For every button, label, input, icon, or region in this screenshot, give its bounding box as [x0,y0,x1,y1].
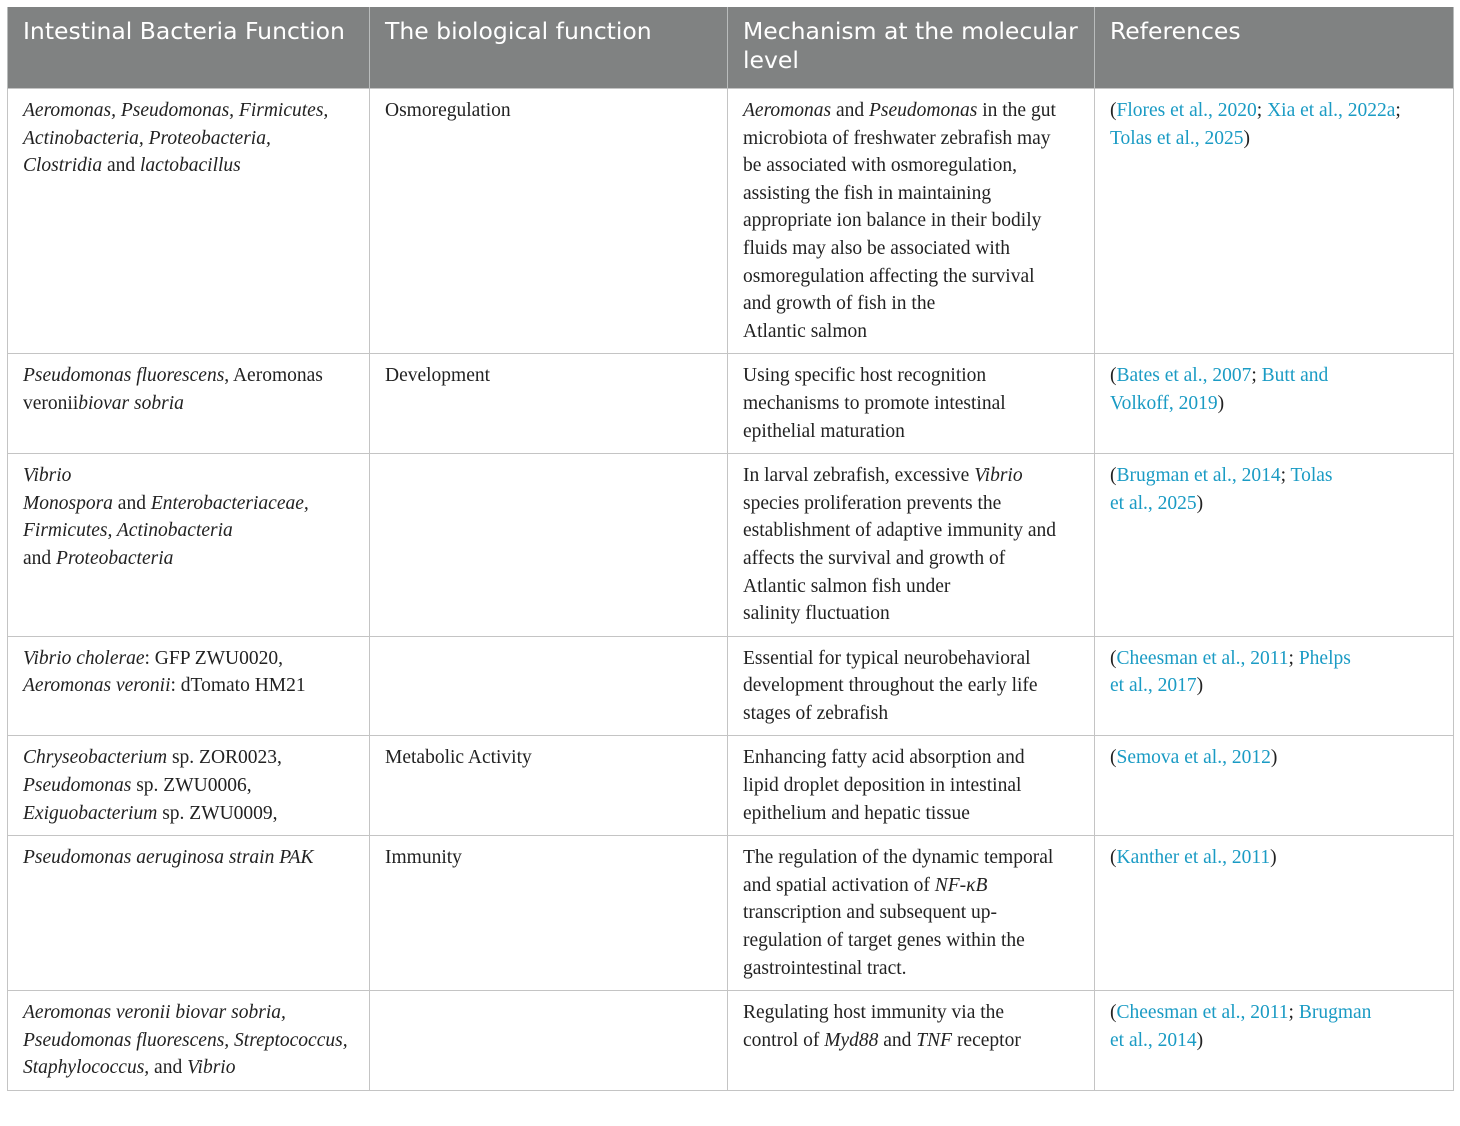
reference-link[interactable]: Cheesman et al., 2011 [1116,1002,1289,1024]
cell-line [1110,462,1443,490]
cell-line [23,490,359,518]
italic-text: Vibrio cholerae [23,647,145,669]
italic-text: Clostridia [23,155,103,177]
cell-line [23,800,359,828]
italic-text: lactobacillus [140,155,241,177]
cell-line [23,362,359,390]
table-row [8,991,1454,1091]
reference-link[interactable]: Xia et al., 2022a [1267,100,1396,121]
text-segment: and spatial activation of [743,874,935,896]
cell-line [23,545,359,573]
references-cell [1095,991,1454,1091]
text-segment: epithelium and hepatic tissue [743,802,970,824]
cell-line [743,927,1084,955]
table-row [8,354,1454,454]
cell-line [23,844,359,872]
cell-line [743,152,1084,180]
text-segment: regulation of target genes within the [743,930,1025,952]
table-row [8,454,1454,637]
mechanism-cell [728,736,1095,836]
italic-text: Monospora [23,492,113,514]
text-segment: lipid droplet deposition in intestinal [743,775,1022,797]
text-segment: development throughout the early life [743,675,1038,697]
text-segment: : dTomato HM21 [170,675,306,697]
cell-line [743,418,1084,446]
cell-line [743,872,1084,900]
text-segment: Atlantic salmon [743,320,868,342]
reference-link[interactable]: Tolas [1290,465,1333,487]
text-segment: ; [1288,1002,1299,1024]
references-cell [1095,89,1454,354]
reference-link[interactable]: Kanther et al., 2011 [1116,847,1271,869]
text-segment: epithelial maturation [743,420,905,442]
table-row [8,836,1454,991]
text-segment: ( [1110,365,1117,387]
cell-line [743,207,1084,235]
reference-link[interactable]: Cheesman et al., 2011 [1116,647,1289,669]
text-segment: osmoregulation affecting the survival [743,265,1035,287]
header-biological-function: The biological function [370,7,728,89]
cell-line [743,517,1084,545]
cell-line [1110,999,1443,1027]
cell-line [23,390,359,418]
mechanism-cell [728,354,1095,454]
italic-text: Myd88 [824,1029,879,1051]
cell-line [23,772,359,800]
cell-line [23,97,359,125]
function-cell: Metabolic Activity [370,736,728,836]
italic-text: Actinobacteria, Proteobacteria, [23,127,271,149]
mechanism-cell [728,89,1095,354]
italic-text: Pseudomonas aeruginosa strain PAK [23,847,314,869]
text-segment: stages of zebrafish [743,702,889,724]
bacteria-function-table [7,7,1454,1091]
cell-line [743,672,1084,700]
mechanism-cell [728,636,1095,736]
mechanism-cell [728,991,1095,1091]
italic-text: Proteobacteria [56,547,174,569]
reference-link[interactable]: et al., 2025 [1110,492,1197,514]
references-cell [1095,454,1454,637]
text-segment: appropriate ion balance in their bodily [743,210,1042,232]
cell-line [23,517,359,545]
text-segment: and [878,1029,917,1051]
italic-text: Vibrio [23,465,72,487]
text-segment: species proliferation prevents the [743,492,1002,514]
text-segment: The regulation of the dynamic temporal [743,847,1054,869]
italic-text: NF-κB [934,874,988,896]
reference-link[interactable]: Volkoff, 2019 [1110,392,1218,414]
header-references: References [1095,7,1454,89]
cell-line [23,462,359,490]
cell-line [23,125,359,153]
italic-text: Staphylococcus, [23,1057,150,1079]
function-cell: Osmoregulation [370,89,728,354]
reference-link[interactable]: et al., 2014 [1110,1029,1197,1051]
function-cell: Immunity [370,836,728,991]
text-segment: gastrointestinal tract. [743,957,907,979]
references-cell [1095,836,1454,991]
table-header [8,7,1454,89]
cell-line [743,573,1084,601]
cell-line [1110,97,1443,125]
header-mechanism: Mechanism at the molecular level [728,7,1095,89]
text-segment: and [23,547,57,569]
cell-line [743,390,1084,418]
reference-link[interactable]: Brugman [1298,1002,1372,1024]
text-segment: Regulating host immunity via the [743,1002,1005,1024]
text-segment: and growth of fish in the [743,293,936,315]
cell-line [743,700,1084,728]
italic-text: Firmicutes, Actinobacteria [23,520,233,542]
cell-line [743,290,1084,318]
cell-line [23,1027,359,1055]
cell-line [743,772,1084,800]
text-segment: receptor [952,1029,1021,1051]
text-segment: ) [1243,127,1250,149]
table-row [8,636,1454,736]
bacteria-cell [8,89,370,354]
mechanism-cell [728,454,1095,637]
bacteria-cell [8,454,370,637]
text-segment: ( [1110,647,1117,669]
bacteria-cell [8,354,370,454]
text-segment: and [102,155,141,177]
text-segment: ) [1196,492,1204,514]
bacteria-cell [8,991,370,1091]
text-segment: ; [1395,100,1401,121]
reference-link[interactable]: Butt and [1261,365,1329,387]
references-cell [1095,636,1454,736]
header-bacteria: Intestinal Bacteria Function [8,7,370,89]
cell-line [743,955,1084,983]
cell-line [23,744,359,772]
text-segment: ) [1217,392,1225,414]
cell-line [743,1027,1084,1055]
text-segment: in the gut [977,100,1056,121]
reference-link[interactable]: Flores et al., 2020 [1116,100,1257,121]
function-cell [370,454,728,637]
function-cell: Development [370,354,728,454]
cell-line [23,1054,359,1082]
italic-text: Pseudomonas [869,100,978,121]
italic-text: biovar sobria [78,392,184,414]
text-segment: ( [1110,1002,1117,1024]
table-row [8,89,1454,354]
cell-line [743,318,1084,346]
text-segment: and [831,100,870,121]
cell-line [1110,125,1443,153]
cell-line [23,152,359,180]
text-segment: fluids may also be associated with [743,237,1010,259]
cell-line [743,999,1084,1027]
text-segment: salinity fluctuation [743,603,890,625]
cell-line [743,362,1084,390]
cell-line [743,180,1084,208]
cell-line [743,235,1084,263]
text-segment: , Aeromonas [224,365,323,387]
cell-line [23,672,359,700]
text-segment: Using specific host recognition [743,365,987,387]
cell-line [1110,490,1443,518]
text-segment: Enhancing fatty acid absorption and [743,747,1025,769]
text-segment: sp. ZWU0009, [157,802,278,824]
header-row [8,7,1454,89]
text-segment: ; [1256,100,1268,121]
cell-line [743,97,1084,125]
cell-line [1110,672,1443,700]
cell-line [1110,362,1443,390]
text-segment: transcription and subsequent up- [743,902,997,924]
reference-link[interactable]: Bates et al., 2007 [1116,365,1252,387]
cell-line [743,600,1084,628]
reference-link[interactable]: Semova et al., 2012 [1116,747,1271,769]
cell-line [1110,844,1443,872]
bacteria-cell [8,636,370,736]
italic-text: Exiguobacterium [23,802,158,824]
text-segment: : GFP ZWU0020, [144,647,283,669]
reference-link[interactable]: Brugman et al., 2014 [1116,465,1281,487]
cell-line [743,462,1084,490]
text-segment: ; [1280,465,1291,487]
italic-text: Enterobacteriaceae, [150,492,309,514]
cell-line [743,125,1084,153]
text-segment: ( [1110,100,1117,121]
italic-text: Vibrio [187,1057,236,1079]
italic-text: Aeromonas [743,100,832,121]
text-segment: be associated with osmoregulation, [743,155,1018,177]
reference-link[interactable]: Phelps [1298,647,1351,669]
text-segment: sp. ZWU0006, [131,775,252,797]
text-segment: ( [1110,847,1117,869]
reference-link[interactable]: et al., 2017 [1110,675,1197,697]
text-segment: ( [1110,747,1117,769]
text-segment: ) [1270,847,1277,869]
references-cell [1095,354,1454,454]
cell-line [743,490,1084,518]
references-cell [1095,736,1454,836]
text-segment: and [112,492,151,514]
text-segment: control of [743,1029,825,1051]
text-segment: assisting the fish in maintaining [743,182,992,204]
cell-line [1110,645,1443,673]
bacteria-cell [8,836,370,991]
text-segment: sp. ZOR0023, [167,747,282,769]
cell-line [743,899,1084,927]
function-cell [370,991,728,1091]
italic-text: Pseudomonas [23,775,132,797]
cell-line [743,844,1084,872]
cell-line [743,800,1084,828]
italic-text: TNF [916,1029,953,1051]
text-segment: microbiota of freshwater zebrafish may [743,127,1051,149]
cell-line [743,744,1084,772]
italic-text: Pseudomonas fluorescens, Streptococcus, [23,1029,348,1051]
text-segment: establishment of adaptive immunity and [743,520,1057,542]
italic-text: Aeromonas, Pseudomonas, Firmicutes, [23,100,329,121]
text-segment: ) [1270,747,1278,769]
function-cell [370,636,728,736]
italic-text: Chryseobacterium [23,747,168,769]
text-segment: affects the survival and growth of [743,547,1006,569]
cell-line [23,645,359,673]
text-segment: and [149,1057,188,1079]
italic-text: Aeromonas veronii [23,675,171,697]
table-body [8,89,1454,1091]
cell-line [23,999,359,1027]
italic-text: Vibrio [974,465,1023,487]
text-segment: veronii [23,392,79,414]
cell-line [1110,744,1443,772]
table-row [8,736,1454,836]
cell-line [743,263,1084,291]
text-segment: ; [1251,365,1262,387]
text-segment: ; [1288,647,1299,669]
text-segment: Atlantic salmon fish under [743,575,951,597]
text-segment: Essential for typical neurobehavioral [743,647,1031,669]
reference-link[interactable]: Tolas et al., 2025 [1110,127,1244,149]
italic-text: Pseudomonas fluorescens [23,365,225,387]
cell-line [1110,1027,1443,1055]
cell-line [743,645,1084,673]
cell-line [1110,390,1443,418]
cell-line [743,545,1084,573]
text-segment: ) [1196,1029,1204,1051]
text-segment: mechanisms to promote intestinal [743,392,1006,414]
text-segment: In larval zebrafish, excessive [743,465,975,487]
text-segment: ) [1196,675,1204,697]
text-segment: ( [1110,465,1117,487]
bacteria-cell [8,736,370,836]
mechanism-cell [728,836,1095,991]
italic-text: Aeromonas veronii biovar sobria, [23,1002,286,1024]
